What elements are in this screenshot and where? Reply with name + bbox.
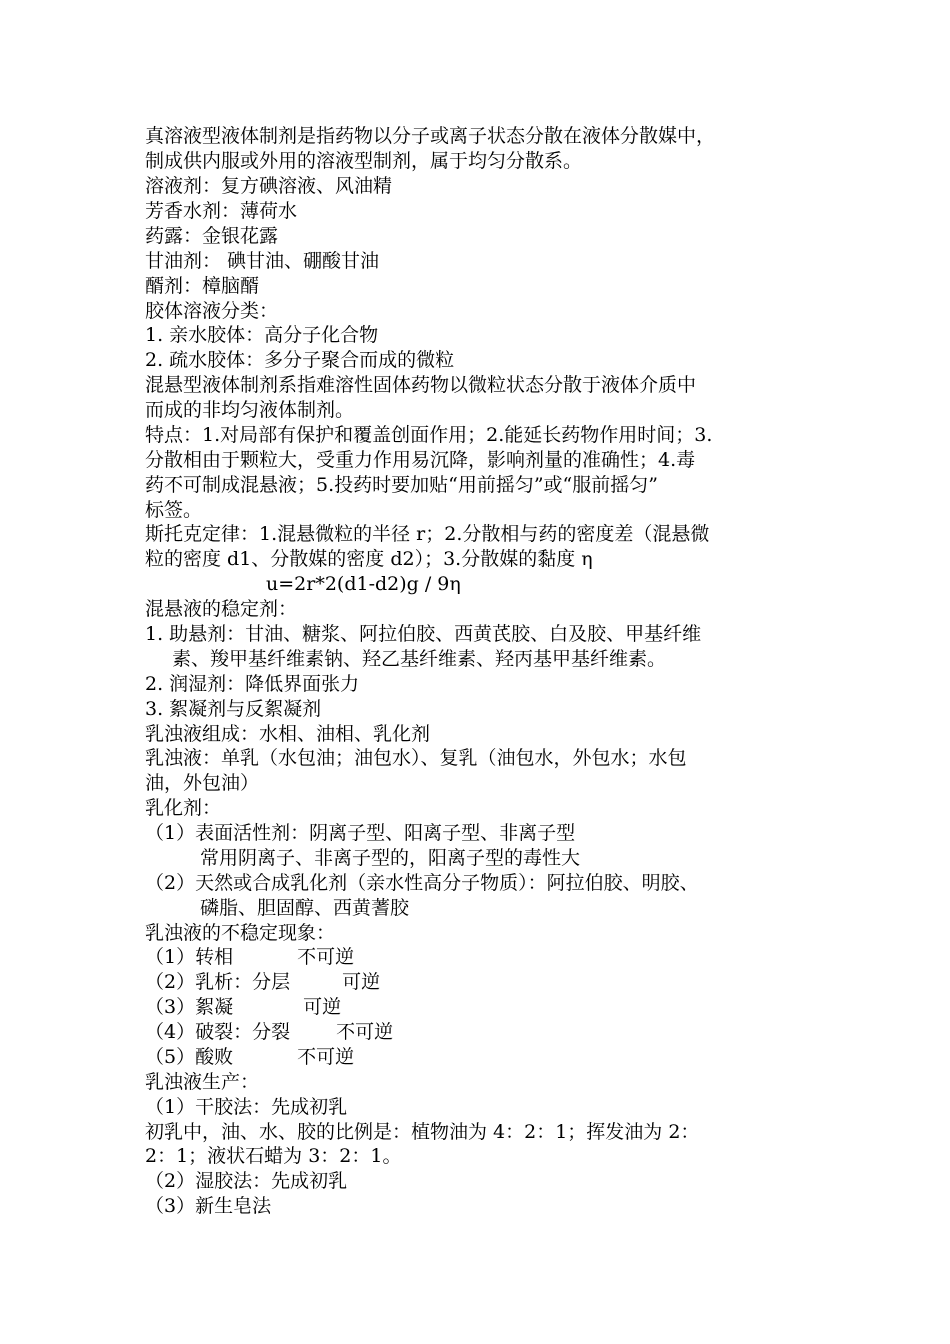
instability-item bbox=[145, 945, 825, 970]
list-item: 2. 疏水胶体：多分子聚合而成的微粒 bbox=[145, 349, 455, 371]
paragraph-line: 标签。 bbox=[145, 499, 203, 521]
section-heading: 乳浊液的不稳定现象： bbox=[145, 922, 336, 944]
paragraph-line: 溶液剂：复方碘溶液、风油精 bbox=[145, 175, 393, 197]
paragraph-line: 特点：1.对局部有保护和覆盖创面作用；2.能延长药物作用时间；3. bbox=[145, 424, 713, 446]
paragraph-line: 药露：金银花露 bbox=[145, 225, 279, 247]
list-item-continuation: 素、羧甲基纤维素钠、羟乙基纤维素、羟丙基甲基纤维素。 bbox=[172, 648, 667, 670]
paragraph-line: 醑剂：樟脑醑 bbox=[145, 275, 260, 297]
paragraph-line: 分散相由于颗粒大，受重力作用易沉降，影响剂量的准确性；4.毒 bbox=[145, 449, 696, 471]
instability-status: 不可逆 bbox=[297, 946, 355, 968]
paragraph-line: 粒的密度 d1、分散媒的密度 d2）；3.分散媒的黏度 η bbox=[145, 548, 593, 570]
instability-label: （1）转相 bbox=[145, 946, 234, 968]
paragraph-line: 药不可制成混悬液；5.投药时要加贴“用前摇匀”或“服前摇匀” bbox=[145, 474, 658, 496]
paragraph-line: 芳香水剂：薄荷水 bbox=[145, 200, 298, 222]
paragraph-line: 乳浊液：单乳（水包油；油包水）、复乳（油包水，外包水；水包 bbox=[145, 747, 687, 769]
paragraph-line: 而成的非均匀液体制剂。 bbox=[145, 399, 355, 421]
list-item: （2）天然或合成乳化剂（亲水性高分子物质）：阿拉伯胶、明胶、 bbox=[145, 872, 699, 894]
instability-status: 可逆 bbox=[303, 996, 342, 1018]
stokes-formula: u=2r*2(d1-d2)g / 9η bbox=[266, 573, 461, 595]
list-item: （3）新生皂法 bbox=[145, 1195, 272, 1217]
paragraph-line: 2：1；液状石蜡为 3：2：1。 bbox=[145, 1145, 402, 1167]
list-item: （2）湿胶法：先成初乳 bbox=[145, 1170, 348, 1192]
section-heading: 混悬液的稳定剂： bbox=[145, 598, 298, 620]
instability-label: （3）絮凝 bbox=[145, 996, 234, 1018]
list-item: 1. 亲水胶体：高分子化合物 bbox=[145, 324, 379, 346]
instability-item bbox=[145, 995, 825, 1020]
list-item: （1）干胶法：先成初乳 bbox=[145, 1096, 348, 1118]
paragraph-line: 初乳中，油、水、胶的比例是：植物油为 4：2：1；挥发油为 2： bbox=[145, 1121, 700, 1143]
list-item-continuation: 常用阴离子、非离子型的，阳离子型的毒性大 bbox=[200, 847, 581, 869]
instability-label: （4）破裂：分裂 bbox=[145, 1021, 291, 1043]
list-item: 3. 絮凝剂与反絮凝剂 bbox=[145, 698, 322, 720]
section-heading: 乳化剂： bbox=[145, 797, 222, 819]
paragraph-line: 斯托克定律：1.混悬微粒的半径 r；2.分散相与药的密度差（混悬微 bbox=[145, 523, 710, 545]
list-item-continuation: 磷脂、胆固醇、西黄蓍胶 bbox=[200, 897, 410, 919]
paragraph-line: 制成供内服或外用的溶液型制剂，属于均匀分散系。 bbox=[145, 150, 583, 172]
instability-item bbox=[145, 1020, 825, 1045]
list-item: 1. 助悬剂：甘油、糖浆、阿拉伯胶、西黄芪胶、白及胶、甲基纤维 bbox=[145, 623, 702, 645]
instability-item bbox=[145, 970, 825, 995]
paragraph-line: 油，外包油） bbox=[145, 772, 260, 794]
paragraph-line: 乳浊液组成：水相、油相、乳化剂 bbox=[145, 723, 431, 745]
instability-label: （2）乳析：分层 bbox=[145, 971, 291, 993]
paragraph-line: 真溶液型液体制剂是指药物以分子或离子状态分散在液体分散媒中， bbox=[145, 125, 716, 147]
section-heading: 胶体溶液分类： bbox=[145, 300, 279, 322]
paragraph-line: 混悬型液体制剂系指难溶性固体药物以微粒状态分散于液体介质中 bbox=[145, 374, 697, 396]
instability-label: （5）酸败 bbox=[145, 1046, 234, 1068]
instability-status: 不可逆 bbox=[336, 1021, 394, 1043]
instability-status: 不可逆 bbox=[297, 1046, 355, 1068]
section-heading: 乳浊液生产： bbox=[145, 1071, 260, 1093]
instability-item bbox=[145, 1045, 825, 1070]
list-item: 2. 润湿剂：降低界面张力 bbox=[145, 673, 360, 695]
paragraph-line: 甘油剂： 碘甘油、硼酸甘油 bbox=[145, 250, 380, 272]
instability-status: 可逆 bbox=[342, 971, 381, 993]
list-item: （1）表面活性剂：阴离子型、阳离子型、非离子型 bbox=[145, 822, 576, 844]
